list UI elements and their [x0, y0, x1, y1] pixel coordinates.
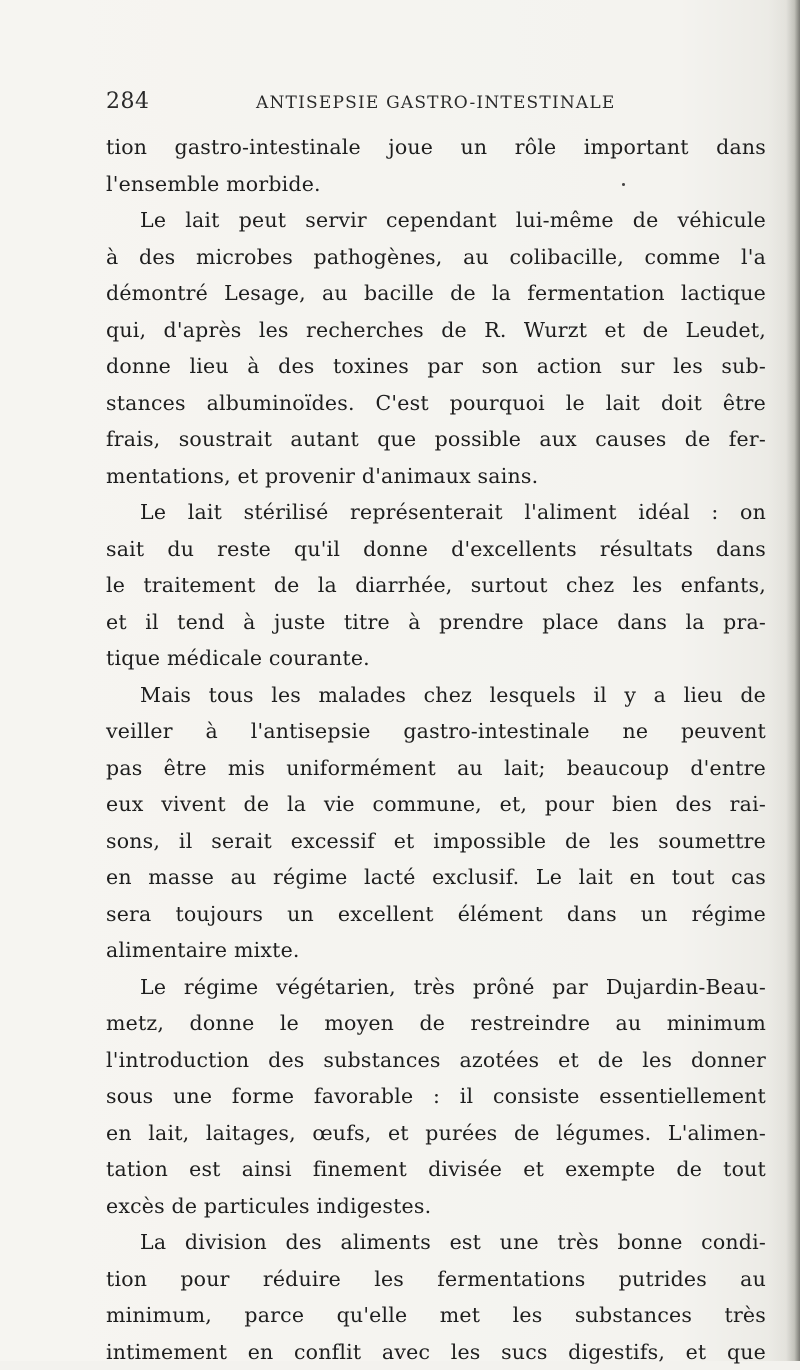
- text-line: Mais tous les malades chez lesquels il y a lieu de: [106, 677, 766, 714]
- text-line: sous une forme favorable : il consiste essentiellement: [106, 1078, 766, 1115]
- text-line: tion pour réduire les fermentations putrides au: [106, 1261, 766, 1298]
- text-line: et il tend à juste titre à prendre place dans la pra-: [106, 604, 766, 641]
- text-line: tique médicale courante.: [106, 640, 766, 677]
- page-edge-shadow: [786, 0, 800, 1361]
- page-number: 284: [106, 89, 150, 114]
- text-line: veiller à l'antisepsie gastro-intestinale ne peuvent: [106, 713, 766, 750]
- text-line: sons, il serait excessif et impossible de les soumettre: [106, 823, 766, 860]
- text-line: l'introduction des substances azotées et de les donner: [106, 1042, 766, 1079]
- text-line: minimum, parce qu'elle met les substances très: [106, 1297, 766, 1334]
- text-line: l'ensemble morbide.: [106, 166, 766, 203]
- text-line: tation est ainsi finement divisée et exempte de tout: [106, 1151, 766, 1188]
- text-line: Le lait stérilisé représenterait l'aliment idéal : on: [106, 494, 766, 531]
- text-line: intimement en conflit avec les sucs digestifs, et que: [106, 1334, 766, 1370]
- text-line: donne lieu à des toxines par son action sur les sub-: [106, 348, 766, 385]
- text-line: frais, soustrait autant que possible aux causes de fer-: [106, 421, 766, 458]
- page-header: [0, 89, 800, 119]
- text-line: en masse au régime lacté exclusif. Le lait en tout cas: [106, 859, 766, 896]
- text-line: excès de particules indigestes.: [106, 1188, 766, 1225]
- text-line: alimentaire mixte.: [106, 932, 766, 969]
- text-line: à des microbes pathogènes, au colibacille, comme l'a: [106, 239, 766, 276]
- text-line: pas être mis uniformément au lait; beaucoup d'entre: [106, 750, 766, 787]
- text-line: qui, d'après les recherches de R. Wurzt et de Leudet,: [106, 312, 766, 349]
- body-text: [106, 129, 766, 1370]
- text-line: Le lait peut servir cependant lui-même de véhicule: [106, 202, 766, 239]
- text-line: La division des aliments est une très bonne condi-: [106, 1224, 766, 1261]
- text-line: le traitement de la diarrhée, surtout chez les enfants,: [106, 567, 766, 604]
- text-line: démontré Lesage, au bacille de la fermentation lactique: [106, 275, 766, 312]
- text-line: tion gastro-intestinale joue un rôle important dans: [106, 129, 766, 166]
- text-line: stances albuminoïdes. C'est pourquoi le lait doit être: [106, 385, 766, 422]
- text-line: eux vivent de la vie commune, et, pour bien des rai-: [106, 786, 766, 823]
- text-line: en lait, laitages, œufs, et purées de légumes. L'alimen-: [106, 1115, 766, 1152]
- text-line: sait du reste qu'il donne d'excellents résultats dans: [106, 531, 766, 568]
- text-line: metz, donne le moyen de restreindre au minimum: [106, 1005, 766, 1042]
- text-line: mentations, et provenir d'animaux sains.: [106, 458, 766, 495]
- text-line: Le régime végétarien, très prôné par Dujardin-Beau-: [106, 969, 766, 1006]
- text-line: sera toujours un excellent élément dans un régime: [106, 896, 766, 933]
- running-title: ANTISEPSIE GASTRO-INTESTINALE: [256, 93, 616, 113]
